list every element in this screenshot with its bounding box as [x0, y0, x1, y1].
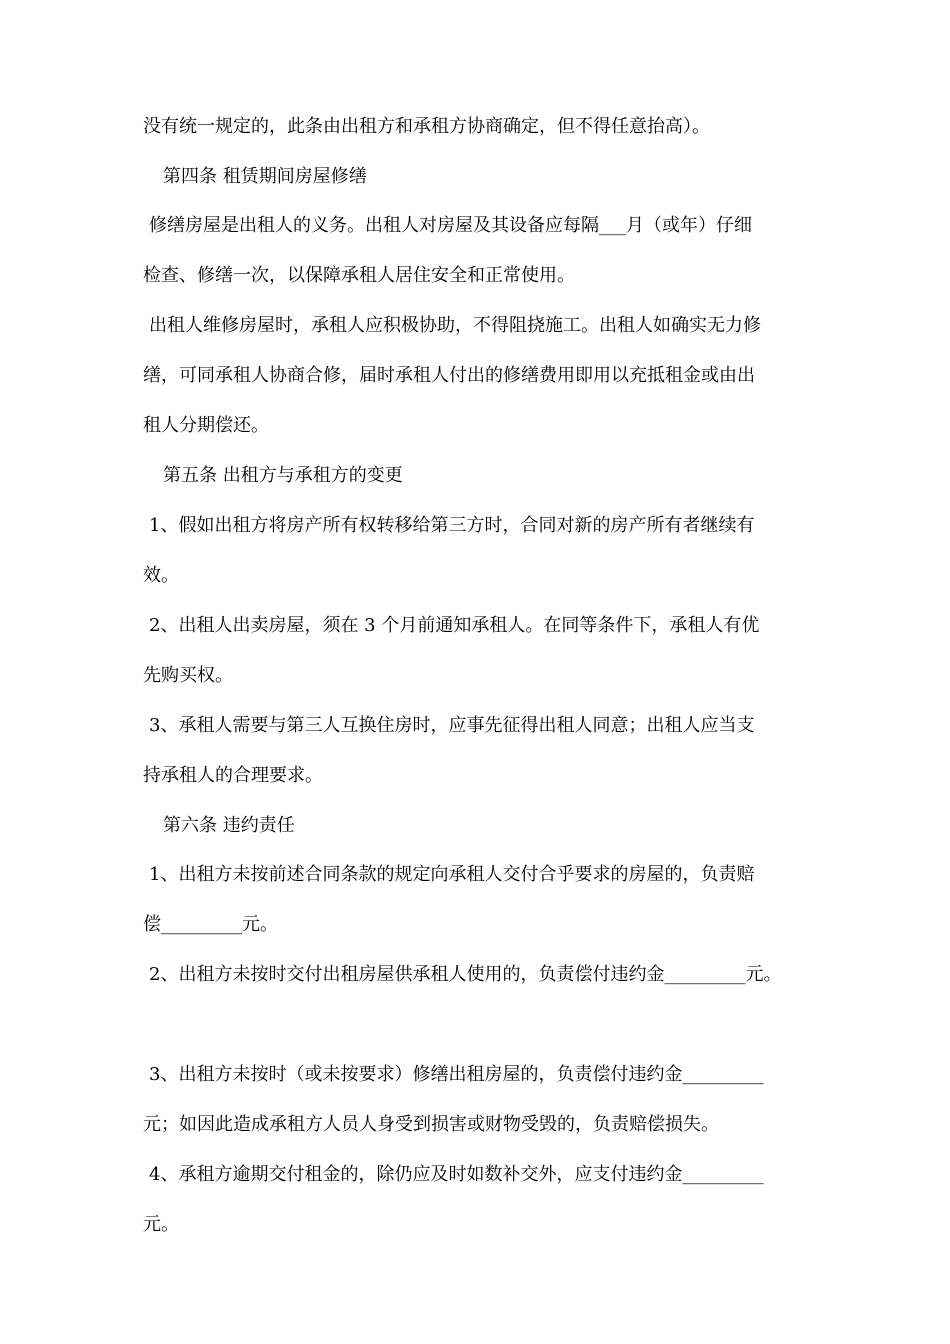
text-line: 1、假如出租方将房产所有权转移给第三方时，合同对新的房产所有者继续有 [149, 515, 755, 536]
text-line: 效。 [143, 565, 179, 586]
text-line: 检查、修缮一次，以保障承租人居住安全和正常使用。 [143, 265, 575, 286]
section-heading: 第五条 出租方与承租方的变更 [163, 465, 403, 486]
section-heading: 第四条 租赁期间房屋修缮 [163, 166, 367, 187]
text-line: 修缮房屋是出租人的义务。出租人对房屋及其设备应每隔___月（或年）仔细 [149, 215, 752, 236]
text-line: 缮，可同承租人协商合修，届时承租人付出的修缮费用即用以充抵租金或由出 [143, 365, 755, 386]
text-line: 元；如因此造成承租方人员人身受到损害或财物受毁的，负责赔偿损失。 [143, 1114, 719, 1135]
text-line: 没有统一规定的，此条由出租方和承租方协商确定，但不得任意抬高）。 [143, 116, 710, 137]
text-line: 3、出租方未按时（或未按要求）修缮出租房屋的，负责偿付违约金_________ [149, 1064, 764, 1085]
text-line: 出租人维修房屋时，承租人应积极协助，不得阻挠施工。出租人如确实无力修 [149, 315, 761, 336]
text-line: 持承租人的合理要求。 [143, 765, 323, 786]
text-line: 3、承租人需要与第三人互换住房时，应事先征得出租人同意；出租人应当支 [149, 715, 755, 736]
text-line: 2、出租人出卖房屋，须在 3 个月前通知承租人。在同等条件下，承租人有优 [149, 615, 760, 636]
text-line: 租人分期偿还。 [143, 415, 269, 436]
text-line: 先购买权。 [143, 665, 233, 686]
text-line: 2、出租方未按时交付出租房屋供承租人使用的，负责偿付违约金_________元。 [149, 964, 782, 985]
text-line: 偿_________元。 [143, 914, 278, 935]
section-heading: 第六条 违约责任 [163, 815, 295, 836]
text-line: 1、出租方未按前述合同条款的规定向承租人交付合乎要求的房屋的，负责赔 [149, 864, 755, 885]
text-line: 元。 [143, 1214, 179, 1235]
text-line: 4、承租方逾期交付租金的，除仍应及时如数补交外，应支付违约金_________ [149, 1164, 764, 1185]
